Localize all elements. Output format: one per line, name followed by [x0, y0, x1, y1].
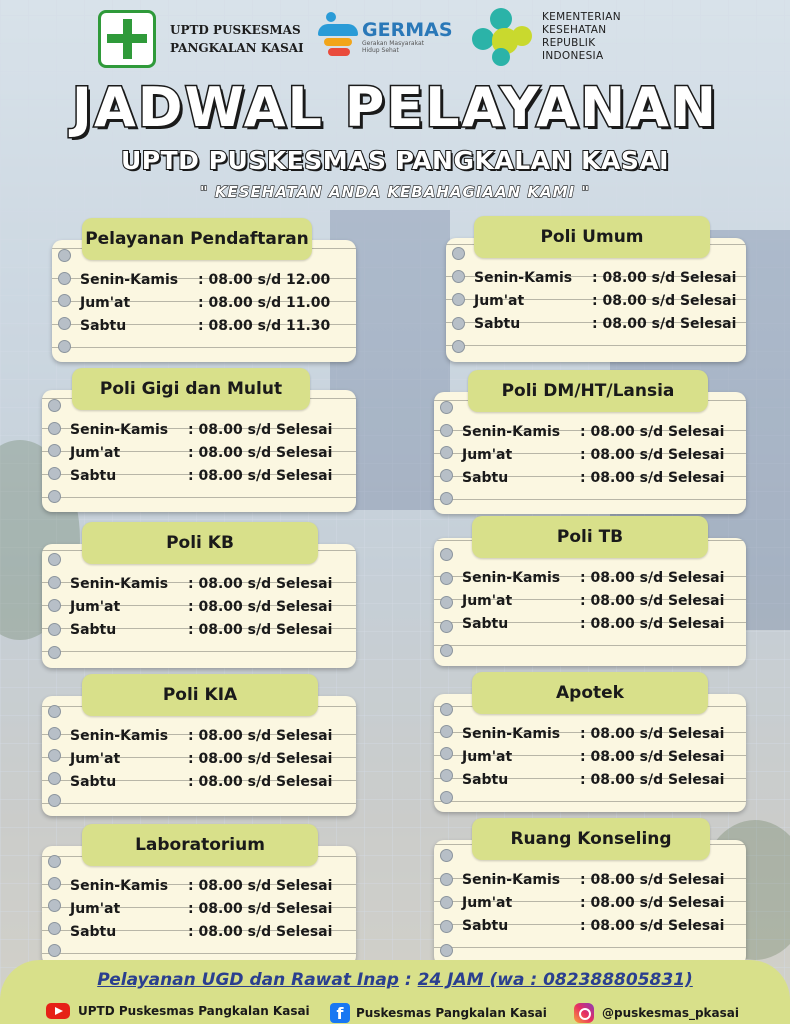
binder-holes: [440, 542, 456, 662]
service-title: Ruang Konseling: [472, 818, 710, 860]
binder-hole-icon: [58, 294, 71, 307]
binder-hole-icon: [48, 794, 61, 807]
schedule-row: [80, 314, 348, 337]
schedule-row: [462, 891, 738, 914]
schedule-time: : 08.00 s/d Selesai: [580, 446, 725, 463]
instagram-label: @puskesmas_pkasai: [602, 1006, 739, 1020]
schedule-row: [462, 745, 738, 768]
binder-hole-icon: [48, 705, 61, 718]
schedule-day: Jum'at: [70, 900, 121, 917]
schedule-rows: [462, 722, 738, 791]
schedule-day: Sabtu: [70, 467, 117, 484]
schedule-row: [70, 441, 348, 464]
schedule-day: Jum'at: [462, 592, 513, 609]
germas-logo: [318, 10, 453, 64]
binder-holes: [452, 242, 468, 358]
schedule-row: [70, 897, 348, 920]
binder-hole-icon: [440, 620, 453, 633]
binder-hole-icon: [48, 422, 61, 435]
kemkes-line2: KESEHATAN: [542, 24, 607, 36]
schedule-day: Sabtu: [462, 469, 509, 486]
binder-hole-icon: [48, 772, 61, 785]
binder-hole-icon: [452, 247, 465, 260]
schedule-row: [70, 618, 348, 641]
schedule-time: : 08.00 s/d Selesai: [188, 444, 333, 461]
schedule-day: Senin-Kamis: [70, 421, 169, 438]
schedule-day: Jum'at: [462, 446, 513, 463]
schedule-rows: [474, 266, 738, 335]
schedule-rows: [462, 566, 738, 635]
binder-hole-icon: [440, 873, 453, 886]
service-title: Poli TB: [472, 516, 708, 558]
binder-hole-icon: [48, 855, 61, 868]
motto: " KESEHATAN ANDA KEBAHAGIAAN KAMI ": [199, 183, 591, 201]
ugd-separator: :: [398, 970, 418, 990]
binder-hole-icon: [440, 791, 453, 804]
binder-hole-icon: [48, 922, 61, 935]
binder-hole-icon: [440, 492, 453, 505]
schedule-day: Jum'at: [474, 292, 525, 309]
schedule-time: : 08.00 s/d Selesai: [580, 615, 725, 632]
binder-hole-icon: [48, 646, 61, 659]
germas-icon: [318, 10, 358, 64]
binder-hole-icon: [48, 467, 61, 480]
schedule-time: : 08.00 s/d Selesai: [580, 917, 725, 934]
schedule-day: Jum'at: [70, 598, 121, 615]
schedule-time: : 08.00 s/d Selesai: [580, 871, 725, 888]
binder-hole-icon: [440, 424, 453, 437]
schedule-row: [462, 466, 738, 489]
service-card: [434, 516, 746, 666]
schedule-time: : 08.00 s/d Selesai: [592, 315, 737, 332]
schedule-time: : 08.00 s/d Selesai: [188, 750, 333, 767]
binder-hole-icon: [48, 444, 61, 457]
kemkes-line3: REPUBLIK: [542, 37, 596, 49]
service-card: [42, 674, 356, 816]
service-title: Poli KB: [82, 522, 318, 564]
schedule-time: : 08.00 s/d 11.00: [198, 294, 331, 311]
schedule-day: Sabtu: [462, 917, 509, 934]
binder-hole-icon: [452, 340, 465, 353]
schedule-time: : 08.00 s/d Selesai: [580, 894, 725, 911]
puskesmas-emblem-icon: [98, 10, 156, 68]
binder-hole-icon: [440, 747, 453, 760]
service-title: Pelayanan Pendaftaran: [82, 218, 312, 260]
binder-hole-icon: [48, 599, 61, 612]
schedule-time: : 08.00 s/d Selesai: [580, 748, 725, 765]
binder-hole-icon: [48, 576, 61, 589]
kemkes-logo: [472, 6, 621, 68]
service-title: Poli KIA: [82, 674, 318, 716]
ugd-info: [0, 970, 790, 990]
schedule-day: Sabtu: [70, 923, 117, 940]
schedule-day: Sabtu: [70, 773, 117, 790]
ugd-value: 24 JAM (wa : 082388805831): [417, 970, 693, 990]
schedule-row: [70, 595, 348, 618]
schedule-day: Jum'at: [462, 894, 513, 911]
binder-hole-icon: [440, 944, 453, 957]
schedule-row: [70, 464, 348, 487]
binder-hole-icon: [58, 340, 71, 353]
binder-hole-icon: [48, 749, 61, 762]
schedule-time: : 08.00 s/d Selesai: [188, 900, 333, 917]
schedule-row: [474, 266, 738, 289]
binder-hole-icon: [58, 272, 71, 285]
page-title: JADWAL PELAYANAN: [71, 76, 719, 139]
schedule-row: [80, 291, 348, 314]
service-card: [42, 368, 356, 512]
binder-hole-icon: [48, 490, 61, 503]
binder-hole-icon: [440, 896, 453, 909]
binder-holes: [48, 548, 64, 664]
facebook-icon: f: [330, 1003, 350, 1023]
schedule-row: [462, 420, 738, 443]
instagram-link[interactable]: [574, 1003, 739, 1023]
schedule-day: Jum'at: [462, 748, 513, 765]
schedule-row: [70, 874, 348, 897]
schedule-rows: [70, 724, 348, 793]
binder-hole-icon: [440, 769, 453, 782]
schedule-row: [70, 724, 348, 747]
puskesmas-logo: [98, 10, 304, 68]
schedule-time: : 08.00 s/d Selesai: [188, 727, 333, 744]
binder-hole-icon: [440, 596, 453, 609]
binder-holes: [440, 844, 456, 962]
schedule-time: : 08.00 s/d Selesai: [188, 598, 333, 615]
schedule-row: [462, 768, 738, 791]
schedule-rows: [80, 268, 348, 337]
schedule-row: [462, 722, 738, 745]
schedule-day: Jum'at: [70, 444, 121, 461]
service-card: [434, 370, 746, 514]
service-title: Poli Umum: [474, 216, 710, 258]
puskesmas-logo-line2: PANGKALAN KASAI: [170, 41, 304, 55]
binder-hole-icon: [48, 623, 61, 636]
schedule-row: [462, 589, 738, 612]
binder-hole-icon: [48, 944, 61, 957]
schedule-day: Senin-Kamis: [70, 575, 169, 592]
service-title: Laboratorium: [82, 824, 318, 866]
service-card: [434, 818, 746, 966]
schedule-day: Senin-Kamis: [474, 269, 573, 286]
binder-holes: [48, 394, 64, 508]
schedule-time: : 08.00 s/d Selesai: [188, 773, 333, 790]
binder-hole-icon: [440, 572, 453, 585]
service-card: [52, 218, 356, 362]
binder-hole-icon: [58, 249, 71, 262]
service-card: [446, 216, 746, 362]
binder-holes: [48, 850, 64, 962]
schedule-time: : 08.00 s/d Selesai: [580, 423, 725, 440]
schedule-day: Senin-Kamis: [462, 871, 561, 888]
binder-hole-icon: [48, 727, 61, 740]
binder-hole-icon: [440, 725, 453, 738]
schedule-row: [462, 868, 738, 891]
schedule-time: : 08.00 s/d 12.00: [198, 271, 331, 288]
schedule-day: Sabtu: [462, 615, 509, 632]
youtube-label: UPTD Puskesmas Pangkalan Kasai: [78, 1004, 310, 1018]
binder-hole-icon: [452, 317, 465, 330]
schedule-time: : 08.00 s/d Selesai: [592, 292, 737, 309]
kemkes-icon: [472, 6, 534, 68]
service-card: [42, 522, 356, 668]
schedule-time: : 08.00 s/d Selesai: [592, 269, 737, 286]
binder-hole-icon: [452, 293, 465, 306]
service-title: Poli DM/HT/Lansia: [468, 370, 708, 412]
schedule-time: : 08.00 s/d Selesai: [580, 569, 725, 586]
schedule-day: Sabtu: [80, 317, 127, 334]
instagram-icon: [574, 1003, 594, 1023]
schedule-row: [70, 418, 348, 441]
binder-hole-icon: [452, 270, 465, 283]
binder-hole-icon: [440, 469, 453, 482]
service-title: Apotek: [472, 672, 708, 714]
binder-hole-icon: [440, 401, 453, 414]
page-subtitle: UPTD PUSKESMAS PANGKALAN KASAI: [121, 146, 669, 175]
binder-hole-icon: [440, 920, 453, 933]
schedule-time: : 08.00 s/d Selesai: [188, 575, 333, 592]
schedule-row: [462, 443, 738, 466]
schedule-time: : 08.00 s/d Selesai: [580, 771, 725, 788]
binder-hole-icon: [48, 877, 61, 890]
facebook-link[interactable]: [330, 1003, 547, 1023]
puskesmas-logo-line1: UPTD PUSKESMAS: [170, 23, 301, 37]
binder-hole-icon: [58, 317, 71, 330]
schedule-day: Senin-Kamis: [462, 725, 561, 742]
binder-hole-icon: [440, 548, 453, 561]
schedule-row: [80, 268, 348, 291]
binder-holes: [440, 396, 456, 510]
schedule-day: Senin-Kamis: [70, 877, 169, 894]
schedule-rows: [462, 420, 738, 489]
binder-hole-icon: [440, 849, 453, 862]
schedule-day: Senin-Kamis: [80, 271, 179, 288]
binder-hole-icon: [440, 644, 453, 657]
schedule-row: [70, 572, 348, 595]
schedule-time: : 08.00 s/d Selesai: [580, 592, 725, 609]
binder-holes: [48, 700, 64, 812]
schedule-rows: [70, 418, 348, 487]
schedule-rows: [462, 868, 738, 937]
schedule-time: : 08.00 s/d 11.30: [198, 317, 331, 334]
schedule-day: Sabtu: [70, 621, 117, 638]
service-card: [42, 824, 356, 966]
schedule-row: [70, 770, 348, 793]
schedule-row: [474, 312, 738, 335]
youtube-link[interactable]: [46, 1003, 310, 1019]
schedule-row: [462, 914, 738, 937]
schedule-day: Senin-Kamis: [70, 727, 169, 744]
schedule-time: : 08.00 s/d Selesai: [188, 923, 333, 940]
schedule-time: : 08.00 s/d Selesai: [580, 725, 725, 742]
schedule-time: : 08.00 s/d Selesai: [188, 877, 333, 894]
service-title: Poli Gigi dan Mulut: [72, 368, 310, 410]
youtube-icon: [46, 1003, 70, 1019]
schedule-day: Senin-Kamis: [462, 569, 561, 586]
schedule-row: [462, 566, 738, 589]
schedule-day: Sabtu: [474, 315, 521, 332]
binder-holes: [58, 244, 74, 358]
schedule-rows: [70, 572, 348, 641]
kemkes-line1: KEMENTERIAN: [542, 11, 621, 23]
germas-title: GERMAS: [362, 19, 453, 41]
binder-hole-icon: [48, 553, 61, 566]
schedule-time: : 08.00 s/d Selesai: [580, 469, 725, 486]
binder-holes: [440, 698, 456, 808]
schedule-day: Jum'at: [80, 294, 131, 311]
schedule-day: Jum'at: [70, 750, 121, 767]
facebook-label: Puskesmas Pangkalan Kasai: [356, 1006, 547, 1020]
schedule-day: Sabtu: [462, 771, 509, 788]
kemkes-line4: INDONESIA: [542, 50, 604, 62]
schedule-time: : 08.00 s/d Selesai: [188, 621, 333, 638]
service-card: [434, 672, 746, 812]
ugd-label: Pelayanan UGD dan Rawat Inap: [97, 970, 399, 990]
schedule-row: [462, 612, 738, 635]
schedule-time: : 08.00 s/d Selesai: [188, 467, 333, 484]
binder-hole-icon: [48, 399, 61, 412]
schedule-time: : 08.00 s/d Selesai: [188, 421, 333, 438]
binder-hole-icon: [440, 703, 453, 716]
germas-subtitle: Gerakan Masyarakat Hidup Sehat: [362, 40, 424, 54]
schedule-row: [70, 747, 348, 770]
binder-hole-icon: [48, 899, 61, 912]
schedule-rows: [70, 874, 348, 943]
schedule-row: [70, 920, 348, 943]
schedule-row: [474, 289, 738, 312]
schedule-day: Senin-Kamis: [462, 423, 561, 440]
binder-hole-icon: [440, 446, 453, 459]
